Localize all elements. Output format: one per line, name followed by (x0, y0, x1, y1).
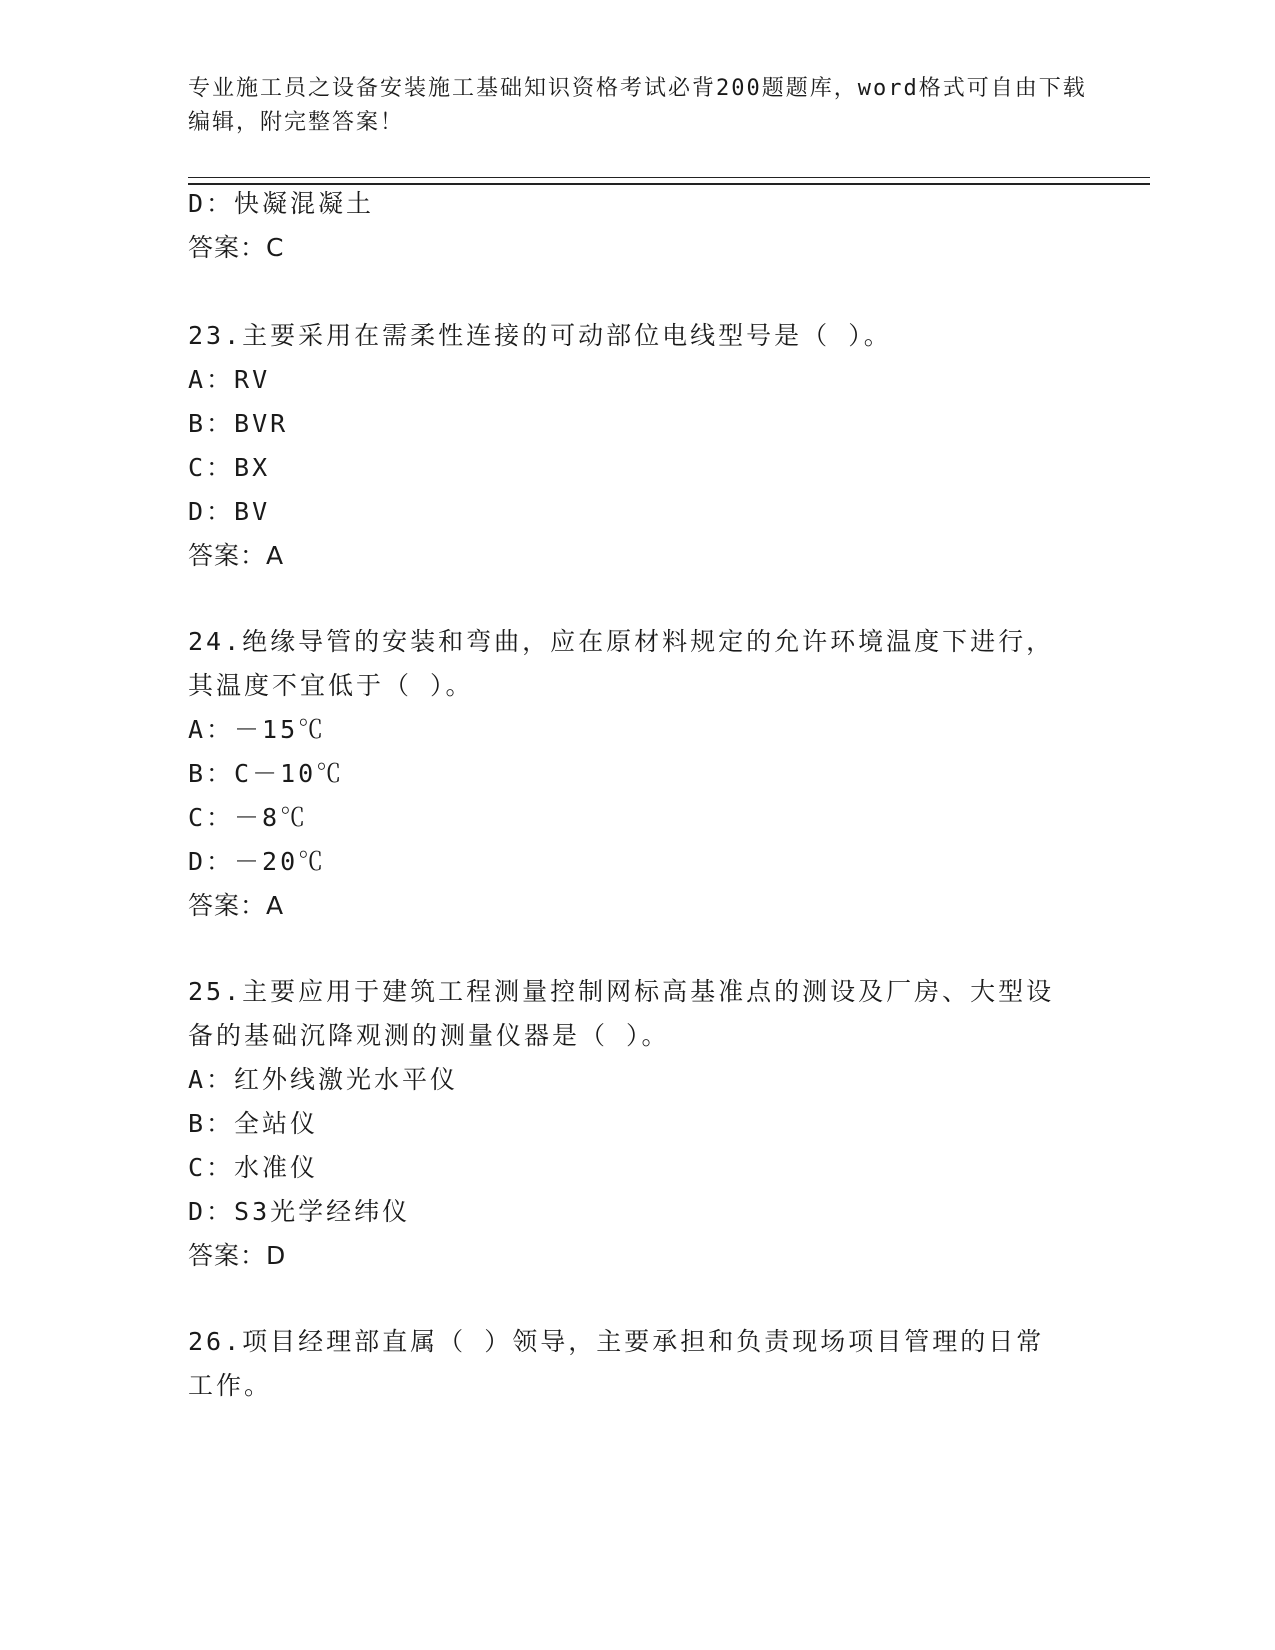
question-24-answer: 答案：A (188, 891, 285, 920)
question-26-text-line1: 26.项目经理部直属（ ）领导，主要承担和负责现场项目管理的日常 (188, 1327, 1045, 1356)
question-24-option-d: D：－20℃ (188, 847, 327, 876)
question-23-option-b: B：BVR (188, 409, 289, 438)
question-23-option-d: D：BV (188, 497, 271, 526)
header-divider-thick (188, 183, 1150, 185)
question-24-option-b: B：C－10℃ (188, 759, 345, 788)
question-25-option-b: B：全站仪 (188, 1109, 319, 1138)
question-25-option-a: A：红外线激光水平仪 (188, 1065, 459, 1094)
question-24-text-line1: 24.绝缘导管的安装和弯曲，应在原材料规定的允许环境温度下进行， (188, 627, 1055, 656)
question-26-text-line2: 工作。 (188, 1371, 273, 1400)
question-24-option-a: A：－15℃ (188, 715, 327, 744)
question-23-option-a: A：RV (188, 365, 271, 394)
prev-question-answer: 答案：C (188, 233, 285, 262)
document-header: 专业施工员之设备安装施工基础知识资格考试必背200题题库，word格式可自由下载编辑，附完整答案！ (188, 76, 1087, 135)
question-23-answer: 答案：A (188, 541, 285, 570)
question-24-text-line2: 其温度不宜低于（ ）。 (188, 671, 474, 700)
question-25-option-c: C：水准仪 (188, 1153, 319, 1182)
question-25-option-d: D：S3光学经纬仪 (188, 1197, 411, 1226)
question-25-text-line1: 25.主要应用于建筑工程测量控制网标高基准点的测设及厂房、大型设 (188, 977, 1055, 1006)
prev-question-option-d: D：快凝混凝土 (188, 189, 375, 218)
question-23-text: 23.主要采用在需柔性连接的可动部位电线型号是（ ）。 (188, 321, 892, 350)
question-25-answer: 答案：D (188, 1241, 287, 1270)
question-23-option-c: C：BX (188, 453, 271, 482)
question-24-option-c: C：－8℃ (188, 803, 309, 832)
question-25-text-line2: 备的基础沉降观测的测量仪器是（ ）。 (188, 1021, 670, 1050)
header-divider-thin (188, 177, 1150, 178)
